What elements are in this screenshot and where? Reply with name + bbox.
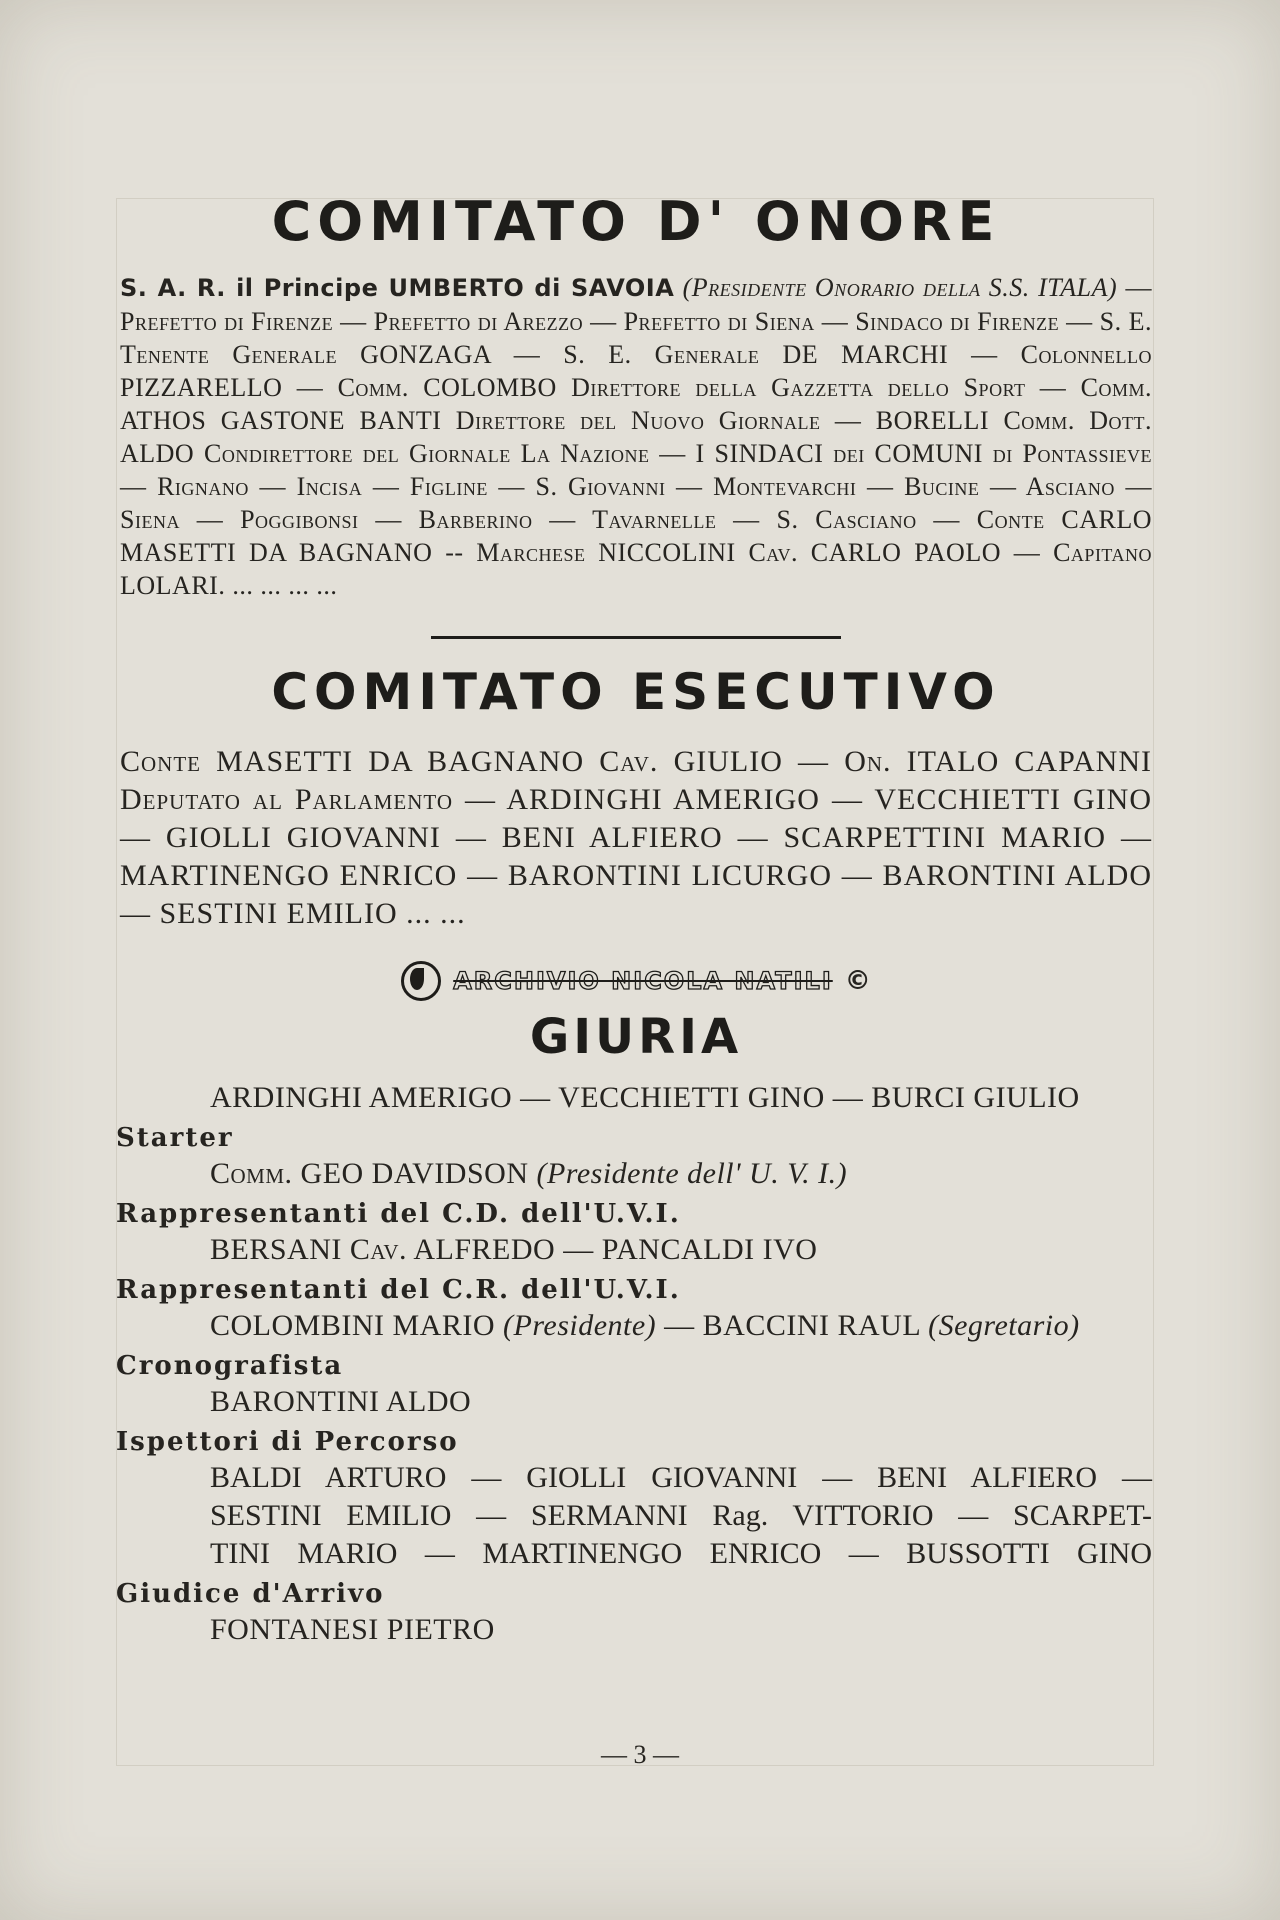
page-number: — 3 — [601, 1740, 679, 1769]
starter-role: (Presidente dell' U. V. I.) [536, 1157, 848, 1190]
inspectors-line: SESTINI EMILIO — SERMANNI Rag. VITTORIO — SCARPET- [210, 1499, 1152, 1532]
cr-role-b: (Segretario) [928, 1309, 1080, 1342]
cr-name-a: COLOMBINI MARIO [210, 1309, 495, 1342]
watermark-text: ARCHIVIO NICOLA NATILI [453, 967, 833, 995]
executive-title: COMITATO ESECUTIVO [271, 663, 1001, 721]
cr-name-b: — BACCINI RAUL [664, 1309, 921, 1342]
starter-name: GEO DAVIDSON [300, 1157, 529, 1190]
archive-watermark [120, 961, 1152, 1001]
jury-members: ARDINGHI AMERIGO — VECCHIETTI GINO — BURCI GIULIO [210, 1081, 1080, 1114]
cr-line [120, 1307, 1152, 1345]
starter-label: Starter [116, 1123, 234, 1153]
executive-trailing: ... ... [406, 897, 466, 930]
starter-line [120, 1155, 1152, 1193]
honor-title: COMITATO D' ONORE [271, 190, 1001, 253]
finish-judge-name: FONTANESI PIETRO [210, 1613, 495, 1646]
honor-lead: S. A. R. il Principe UMBERTO di SAVOIA [120, 274, 675, 302]
copyright-symbol: © [844, 966, 871, 996]
cd-label: Rappresentanti del C.D. dell'U.V.I. [116, 1199, 681, 1229]
executive-paragraph [120, 743, 1152, 933]
chrono-name: BARONTINI ALDO [210, 1385, 472, 1418]
archive-logo-icon [401, 961, 441, 1001]
chrono-label: Cronografista [116, 1351, 344, 1381]
finish-judge-label: Giudice d'Arrivo [116, 1579, 385, 1609]
page-content [116, 190, 1152, 1649]
inspectors-list [120, 1459, 1152, 1573]
honor-text: — Prefetto di Firenze — Prefetto di Arezzo — Prefetto di Siena — Sindaco di Firenze — S. E. Tenente Generale GONZAGA — S. E. Generale DE MARCHI — Colonnello PIZZARELLO — Comm. COLOMBO Direttore della Gazzetta dello Sport — Comm. ATHOS GASTONE BANTI Direttore del Nuovo Giornale — BORELLI Comm. Dott. ALDO Condirettore del Giornale La Nazione — I SINDACI dei COMUNI di Pontassieve — Rignano — Incisa — Figline — S. Giovanni — Montevarchi — Bucine — Asciano — Siena — Poggibonsi — Barberino — Tavarnelle — S. Casciano — Conte CARLO MASETTI DA BAGNANO -- Marchese NICCOLINI Cav. CARLO PAOLO — Capitano LOLARI. [120, 273, 1152, 600]
cr-role-a: (Presidente) [503, 1309, 657, 1342]
executive-text: Conte MASETTI DA BAGNANO Cav. GIULIO — On. ITALO CAPANNI Deputato al Parlamento — ARDINGHI AMERIGO — VECCHIETTI GINO — GIOLLI GIOVANNI — BENI ALFIERO — SCARPETTINI MARIO — MARTINENGO ENRICO — BARONTINI LICURGO — BARONTINI ALDO — SESTINI EMILIO [120, 745, 1152, 930]
cd-name-a: BERSANI [210, 1233, 342, 1266]
section-divider [431, 636, 841, 639]
inspectors-label: Ispettori di Percorso [116, 1427, 459, 1457]
honor-trailing: ... ... ... ... [232, 571, 338, 600]
cr-label: Rappresentanti del C.R. dell'U.V.I. [116, 1275, 681, 1305]
cd-name-b: ALFREDO — PANCALDI IVO [413, 1233, 818, 1266]
cd-line [120, 1231, 1152, 1269]
cd-title: Cav. [349, 1233, 407, 1266]
honor-paragraph [120, 271, 1152, 602]
inspectors-line: TINI MARIO — MARTINENGO ENRICO — BUSSOTTI GINO [210, 1537, 1152, 1570]
jury-title: GIURIA [529, 1009, 743, 1065]
honor-lead-italic: (Presidente Onorario della S.S. ITALA) [682, 273, 1118, 302]
starter-prefix: Comm. [210, 1157, 293, 1190]
inspectors-line: BALDI ARTURO — GIOLLI GIOVANNI — BENI ALFIERO — [210, 1461, 1152, 1494]
